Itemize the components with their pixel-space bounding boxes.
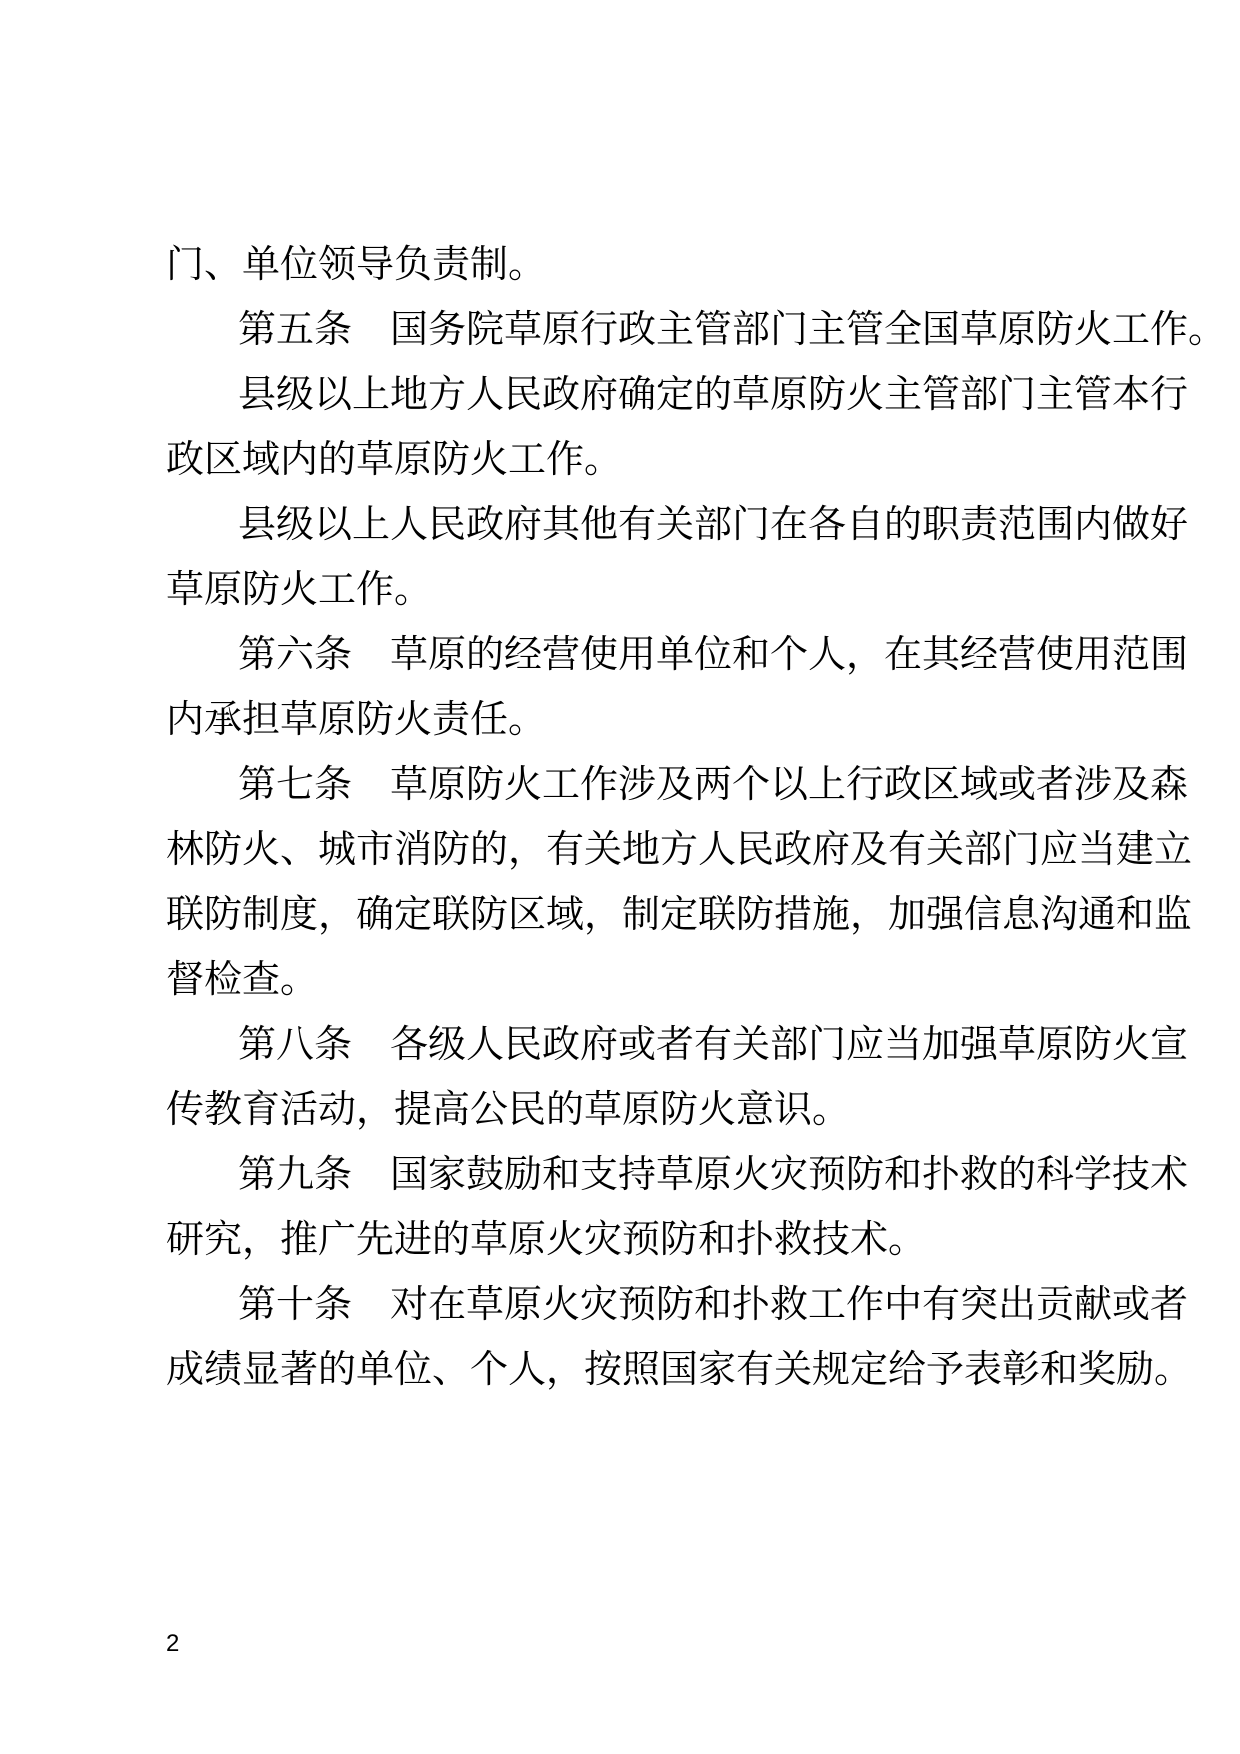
text-line: 第十条 对在草原火灾预防和扑救工作中有突出贡献或者 bbox=[238, 1284, 1189, 1326]
text-line: 第九条 国家鼓励和支持草原火灾预防和扑救的科学技术 bbox=[238, 1154, 1189, 1196]
text-line: 联防制度，确定联防区域，制定联防措施，加强信息沟通和监 bbox=[166, 894, 1193, 936]
text-line: 成绩显著的单位、个人，按照国家有关规定给予表彰和奖励。 bbox=[166, 1349, 1193, 1391]
text-line: 第七条 草原防火工作涉及两个以上行政区域或者涉及森 bbox=[238, 764, 1189, 806]
text-line: 县级以上人民政府其他有关部门在各自的职责范围内做好 bbox=[238, 504, 1189, 546]
text-line: 传教育活动，提高公民的草原防火意识。 bbox=[166, 1089, 851, 1131]
text-line: 政区域内的草原防火工作。 bbox=[166, 439, 623, 481]
text-line: 第六条 草原的经营使用单位和个人，在其经营使用范围 bbox=[238, 634, 1189, 676]
text-line: 草原防火工作。 bbox=[166, 569, 433, 611]
text-line: 县级以上地方人民政府确定的草原防火主管部门主管本行 bbox=[238, 374, 1189, 416]
page-number: 2 bbox=[166, 1630, 180, 1657]
text-line: 门、单位领导负责制。 bbox=[166, 244, 547, 286]
text-line: 第八条 各级人民政府或者有关部门应当加强草原防火宣 bbox=[238, 1024, 1189, 1066]
text-line: 第五条 国务院草原行政主管部门主管全国草原防火工作。 bbox=[238, 309, 1227, 351]
text-line: 内承担草原防火责任。 bbox=[166, 699, 547, 741]
text-line: 督检查。 bbox=[166, 959, 319, 1001]
text-line: 研究，推广先进的草原火灾预防和扑救技术。 bbox=[166, 1219, 927, 1261]
text-line: 林防火、城市消防的，有关地方人民政府及有关部门应当建立 bbox=[166, 829, 1193, 871]
document-body bbox=[166, 233, 1227, 1403]
